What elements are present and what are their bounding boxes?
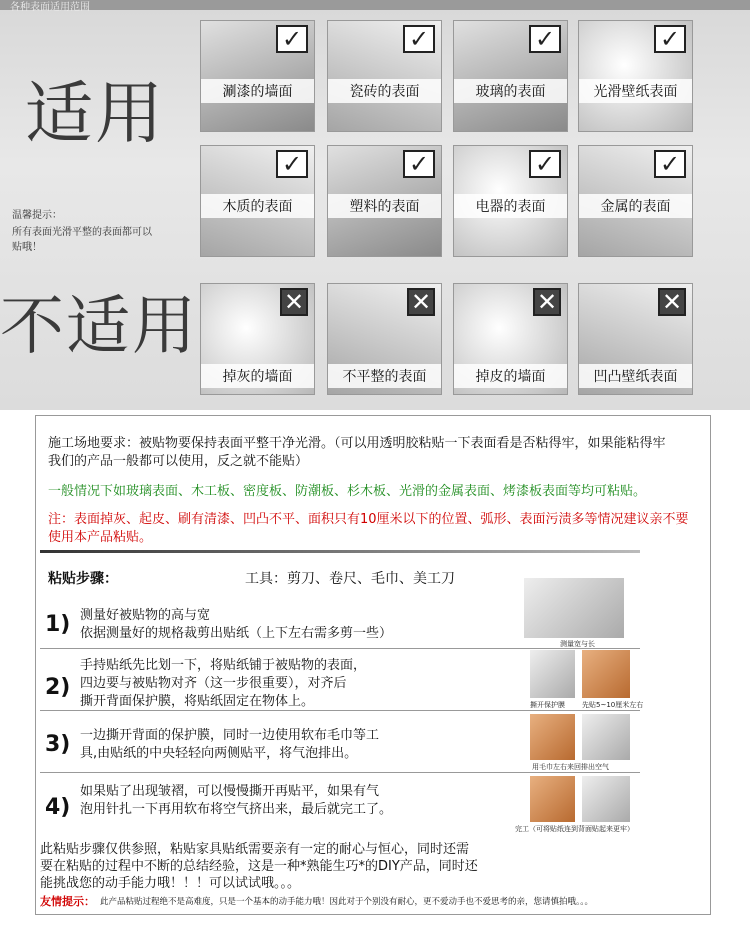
step-4-number: 4) [45,795,71,820]
tile-dusty-wall [200,283,315,395]
note-line-3: 能挑战您的动手能力哦！！！可以试试哦。。。 [40,876,301,891]
tile-painted-wall [200,20,315,132]
tile-plastic [327,145,442,257]
tile-label: 掉皮的墙面 [454,364,567,388]
step-separator [40,648,640,649]
cross-icon: ✕ [658,288,686,316]
step-2-caption-b: 先贴5~10厘米左右 [582,701,644,709]
tile-ceramic [327,20,442,132]
divider [40,550,640,553]
tile-label: 掉灰的墙面 [201,364,314,388]
tile-label: 凹凸壁纸表面 [579,364,692,388]
check-icon: ✓ [654,25,686,53]
step-1-line-2: 依据测量好的规格裁剪出贴纸（上下左右需多剪一些） [80,626,393,641]
step-2-photo-a [530,650,575,698]
tools-line: 工具：剪刀、卷尺、毛巾、美工刀 [245,571,455,587]
friendly-tip-text: 此产品粘贴过程绝不是高难度，只是一个基本的动手能力哦！因此对于个别没有耐心，更不爱动手也不爱思考的亲，您请慎拍哦。。。 [100,897,594,907]
suitable-note: 一般情况下如玻璃表面、木工板、密度板、防潮板、杉木板、光滑的金属表面、烤漆板表面等均可粘贴。 [48,484,647,499]
step-1-photo [524,578,624,638]
instructions-panel [0,410,750,925]
step-3-photo-b [582,714,630,760]
step-1-number: 1) [45,612,71,637]
tile-label: 金属的表面 [579,194,692,218]
cross-icon: ✕ [280,288,308,316]
step-3-line-1: 一边撕开背面的保护膜，同时一边使用软布毛巾等工 [80,728,380,743]
step-1-line-1: 测量好被贴物的高与宽 [80,608,211,623]
step-2-line-2: 四边要与被贴物对齐（这一步很重要），对齐后 [80,676,347,691]
step-2-photo-b [582,650,630,698]
unsuitable-title: 不适用 [0,290,198,364]
note-line-1: 此粘贴步骤仅供参照，粘贴家具贴纸需要亲有一定的耐心与恒心，同时还需 [40,842,470,857]
step-3-line-2: 具,由贴纸的中央轻轻向两侧贴平，将气泡排出。 [80,746,358,761]
tile-label: 玻璃的表面 [454,79,567,103]
tile-label: 塑料的表面 [328,194,441,218]
steps-title: 粘贴步骤： [48,571,118,587]
tile-uneven [327,283,442,395]
check-icon: ✓ [529,150,561,178]
tile-metal [578,145,693,257]
note-line-2: 要在粘贴的过程中不断的总结经验，这是一种*熟能生巧*的DIY产品，同时还 [40,859,478,874]
tile-label: 瓷砖的表面 [328,79,441,103]
step-4-caption: 完工（可将贴纸连到背面贴起来更牢） [515,825,634,833]
cross-icon: ✕ [533,288,561,316]
tip-body-1: 所有表面光滑平整的表面都可以 [12,227,152,238]
tile-label: 电器的表面 [454,194,567,218]
check-icon: ✓ [276,25,308,53]
requirement-line-1: 施工场地要求：被贴物要保持表面平整干净光滑。（可以用透明胶粘贴一下表面看是否粘得牢，如果能粘得牢 [48,436,666,451]
step-separator [40,772,640,773]
step-4-photo-a [530,776,575,822]
tile-label: 不平整的表面 [328,364,441,388]
tip-body-2: 贴哦！ [12,242,42,253]
step-1-caption: 测量宽与长 [560,640,595,648]
step-separator [40,710,640,711]
friendly-tip-label: 友情提示： [40,895,95,908]
tile-label: 涮漆的墙面 [201,79,314,103]
requirement-line-2: 我们的产品一般都可以使用，反之就不能贴） [48,454,309,469]
cross-icon: ✕ [407,288,435,316]
tile-smooth-wallpaper [578,20,693,132]
step-2-line-3: 撕开背面保护膜，将贴纸固定在物体上。 [80,694,315,709]
suitable-title: 适用 [25,75,166,154]
step-4-line-1: 如果贴了出现皱褶，可以慢慢撕开再贴平，如果有气 [80,784,380,799]
tile-peeling-wall [453,283,568,395]
step-3-number: 3) [45,732,71,757]
tile-label: 木质的表面 [201,194,314,218]
check-icon: ✓ [403,25,435,53]
step-4-line-2: 泡用针扎一下再用软布将空气挤出来，最后就完工了。 [80,802,393,817]
top-banner [0,0,750,13]
check-icon: ✓ [403,150,435,178]
warning-line-2: 使用本产品粘贴。 [48,530,153,545]
tile-wood [200,145,315,257]
step-4-photo-b [582,776,630,822]
banner-text: 各种表面适用范围 [10,2,90,13]
tip-title: 温馨提示： [12,210,62,221]
check-icon: ✓ [276,150,308,178]
check-icon: ✓ [529,25,561,53]
check-icon: ✓ [654,150,686,178]
step-3-photo-a [530,714,575,760]
step-2-caption-a: 撕开保护膜 [530,701,565,709]
step-2-number: 2) [45,675,71,700]
tile-glass [453,20,568,132]
step-2-line-1: 手持贴纸先比划一下，将贴纸铺于被贴物的表面， [80,658,367,673]
surface-guide-panel [0,0,750,410]
tile-label: 光滑壁纸表面 [579,79,692,103]
tile-embossed-wallpaper [578,283,693,395]
step-3-caption: 用毛巾左右来回排出空气 [532,763,609,771]
tile-appliance [453,145,568,257]
warning-line-1: 注：表面掉灰、起皮、刷有清漆、凹凸不平、面积只有10厘米以下的位置、弧形、表面污渍多等情况建议亲不要 [48,512,689,527]
